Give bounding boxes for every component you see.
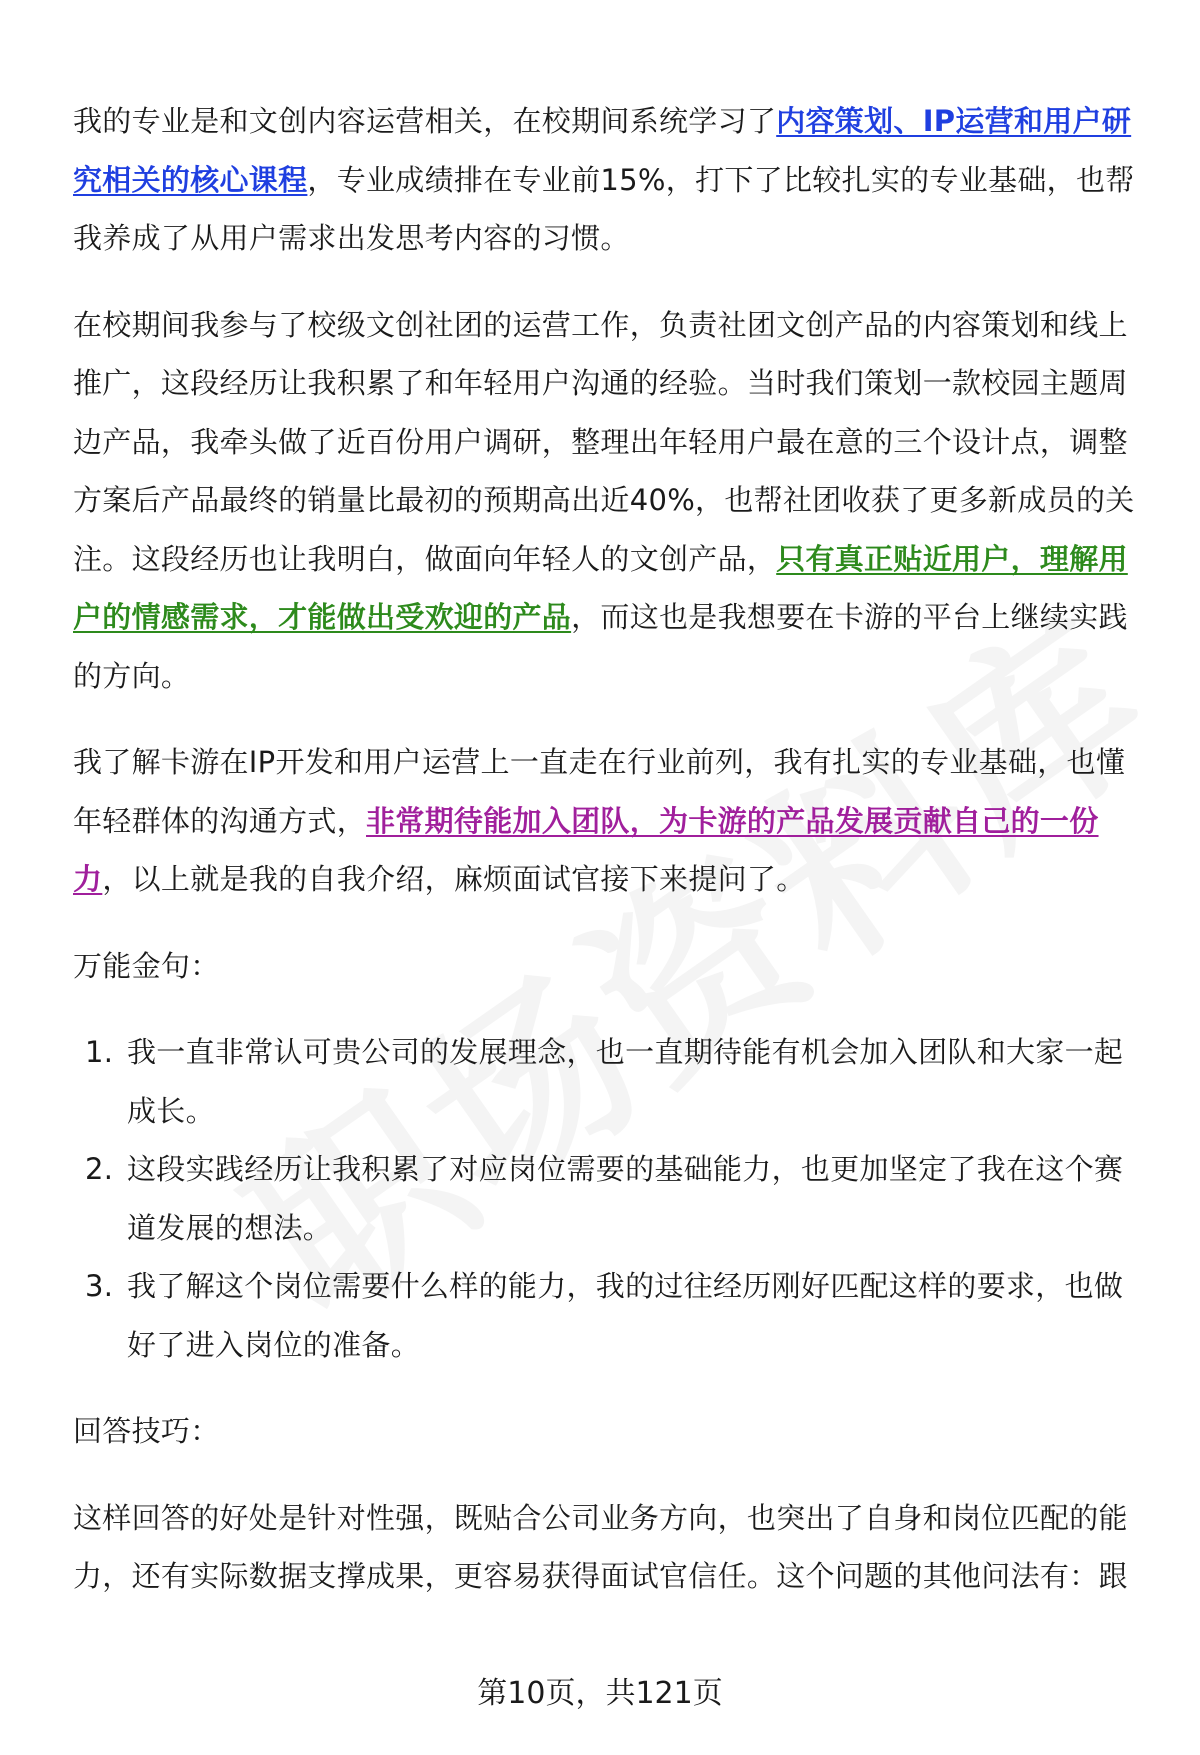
list-item bbox=[73, 1257, 1143, 1374]
list-number: 3. bbox=[85, 1269, 114, 1303]
highlight-expectation: 非常期待能加入团队，为卡游的产品发展贡献自己的一份力 bbox=[73, 803, 1099, 896]
document-body bbox=[73, 92, 1143, 1634]
paragraph-text: ，而这也是我想要在卡游的平台上继续实践的方向。 bbox=[73, 600, 1128, 693]
paragraph-major bbox=[73, 92, 1143, 268]
golden-sentences-list bbox=[73, 1023, 1143, 1374]
paragraph-motivation bbox=[73, 733, 1143, 909]
page-number: 第10页，共121页 bbox=[477, 1676, 723, 1711]
paragraph-text: 在校期间我参与了校级文创社团的运营工作，负责社团文创产品的内容策划和线上推广，这段经历让我积累了和年轻用户沟通的经验。当时我们策划一款校园主题周边产品，我牵头做了近百份用户调研，整理出年轻用户最在意的三个设计点，调整方案后产品最终的销量比最初的预期高出近40%，也帮社团收获了更多新成员的关注。这段经历也让我明白，做面向年轻人的文创产品， bbox=[73, 307, 1135, 576]
paragraph-experience bbox=[73, 296, 1143, 706]
list-item bbox=[73, 1023, 1143, 1140]
list-number: 2. bbox=[85, 1152, 114, 1186]
paragraph-text: 我了解卡游在IP开发和用户运营上一直走在行业前列，我有扎实的专业基础，也懂年轻群体的沟通方式， bbox=[73, 745, 1126, 838]
list-item-text: 我了解这个岗位需要什么样的能力，我的过往经历刚好匹配这样的要求，也做好了进入岗位的准备。 bbox=[127, 1269, 1124, 1362]
highlight-courses: 内容策划、IP运营和用户研究相关的核心课程 bbox=[73, 104, 1132, 197]
golden-sentences-label: 万能金句： bbox=[73, 948, 220, 983]
paragraph-text: ，专业成绩排在专业前15%，打下了比较扎实的专业基础，也帮我养成了从用户需求出发思考内容的习惯。 bbox=[73, 162, 1135, 255]
list-number: 1. bbox=[85, 1035, 114, 1069]
list-item bbox=[73, 1140, 1143, 1257]
list-item-text: 这段实践经历让我积累了对应岗位需要的基础能力，也更加坚定了我在这个赛道发展的想法。 bbox=[127, 1152, 1124, 1245]
answer-tips-label: 回答技巧： bbox=[73, 1414, 220, 1448]
highlight-insight: 只有真正贴近用户，理解用户的情感需求，才能做出受欢迎的产品 bbox=[73, 541, 1128, 634]
paragraph-tips: 这样回答的好处是针对性强，既贴合公司业务方向，也突出了自身和岗位匹配的能力，还有实际数据支撑成果，更容易获得面试官信任。这个问题的其他问法有：跟 bbox=[73, 1500, 1128, 1593]
list-item-text: 我一直非常认可贵公司的发展理念，也一直期待能有机会加入团队和大家一起成长。 bbox=[127, 1035, 1124, 1128]
paragraph-text: ，以上就是我的自我介绍，麻烦面试官接下来提问了。 bbox=[102, 862, 806, 896]
paragraph-text: 我的专业是和文创内容运营相关，在校期间系统学习了 bbox=[73, 104, 777, 138]
